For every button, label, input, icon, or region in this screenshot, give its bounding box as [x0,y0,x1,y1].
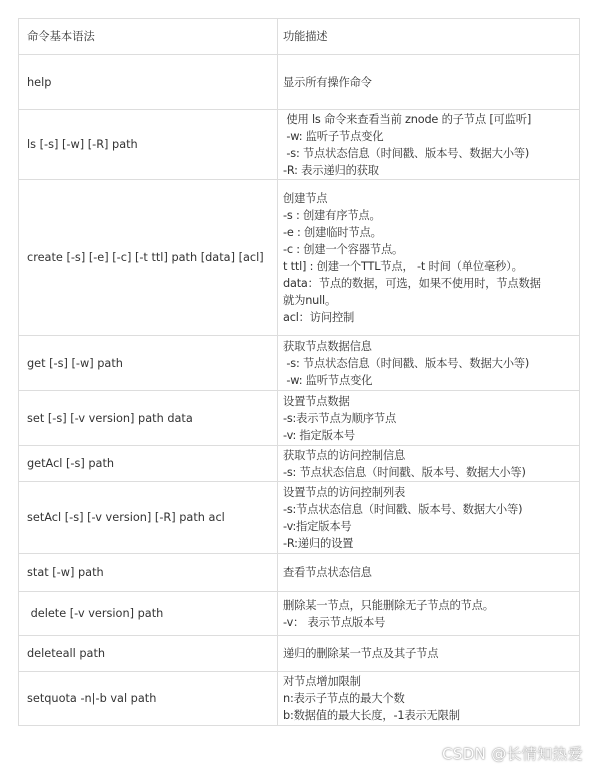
command-table-body [19,19,580,726]
description-line: 递归的删除某一节点及其子节点 [283,647,439,660]
table-row [19,554,580,592]
description-line: -e : 创建临时节点。 [283,225,382,239]
command-syntax-cell: setAcl [-s] [-v version] [-R] path acl [19,482,278,554]
command-syntax-cell: deleteall path [19,636,278,672]
command-description-cell [278,110,580,180]
table-row [19,592,580,636]
command-syntax-cell: ls [-s] [-w] [-R] path [19,110,278,180]
description-line: 就为null。 [283,293,337,307]
description-line: 删除某一节点，只能删除无子节点的节点。 [283,598,494,612]
table-header-row [19,19,580,55]
table-row [19,482,580,554]
description-line: t ttl] : 创建一个TTL节点， -t 时间（单位毫秒）。 [283,259,523,273]
command-description-cell [278,55,580,110]
command-description-cell [278,446,580,482]
description-line: n:表示子节点的最大个数 [283,692,405,705]
command-syntax-cell: delete [-v version] path [19,592,278,636]
description-line: -w: 监听节点变化 [283,373,373,387]
table-row [19,336,580,391]
table-row [19,672,580,726]
command-syntax-cell: get [-s] [-w] path [19,336,278,391]
description-line: 显示所有操作命令 [283,75,372,89]
description-line: data：节点的数据，可选，如果不使用时，节点数据 [283,276,541,290]
description-line: -w: 监听子节点变化 [283,129,384,143]
description-line: -s: 节点状态信息（时间戳、版本号、数据大小等) [283,465,526,479]
description-line: -s:节点状态信息（时间戳、版本号、数据大小等) [283,502,523,516]
command-description-cell [278,336,580,391]
command-syntax-cell: stat [-w] path [19,554,278,592]
description-line: 查看节点状态信息 [283,566,372,579]
description-line: 设置节点数据 [283,394,350,408]
command-description-cell [278,180,580,336]
command-syntax-cell: help [19,55,278,110]
table-row [19,110,580,180]
header-cell-description: 功能描述 [278,19,580,55]
command-description-cell [278,592,580,636]
csdn-watermark: CSDN @长情知热爱 [442,745,583,763]
description-line: -R:递归的设置 [283,536,354,550]
table-row [19,446,580,482]
command-syntax-cell: getAcl [-s] path [19,446,278,482]
description-line: 设置节点的访问控制列表 [283,485,406,499]
description-line: -c : 创建一个容器节点。 [283,242,404,256]
table-row [19,391,580,446]
description-line: acl：访问控制 [283,310,355,324]
table-row [19,55,580,110]
command-description-cell [278,554,580,592]
description-line: -v: 指定版本号 [283,428,355,442]
description-line: 获取节点数据信息 [283,339,372,353]
description-line: -s: 节点状态信息（时间戳、版本号、数据大小等) [283,356,530,370]
description-line: -v:指定版本号 [283,519,352,533]
command-syntax-cell: create [-s] [-e] [-c] [-t ttl] path [data] [acl] [19,180,278,336]
description-line: -s : 创建有序节点。 [283,208,381,222]
description-line: -s: 节点状态信息（时间戳、版本号、数据大小等) [283,146,530,160]
description-line: -v： 表示节点版本号 [283,615,386,629]
description-line: 获取节点的访问控制信息 [283,448,406,462]
table-row [19,636,580,672]
command-description-cell [278,482,580,554]
description-line: -s:表示节点为顺序节点 [283,411,397,425]
description-line: -R: 表示递归的获取 [283,163,379,177]
command-table [18,18,580,726]
command-syntax-cell: setquota -n|-b val path [19,672,278,726]
description-line: b:数据值的最大长度，-1表示无限制 [283,709,460,722]
command-syntax-cell: set [-s] [-v version] path data [19,391,278,446]
table-row [19,180,580,336]
description-line: 使用 ls 命令来查看当前 znode 的子节点 [可监听] [283,112,532,126]
description-line: 创建节点 [283,191,328,205]
command-description-cell [278,672,580,726]
command-description-cell [278,636,580,672]
description-line: 对节点增加限制 [283,675,361,688]
command-description-cell [278,391,580,446]
header-cell-syntax: 命令基本语法 [19,19,278,55]
